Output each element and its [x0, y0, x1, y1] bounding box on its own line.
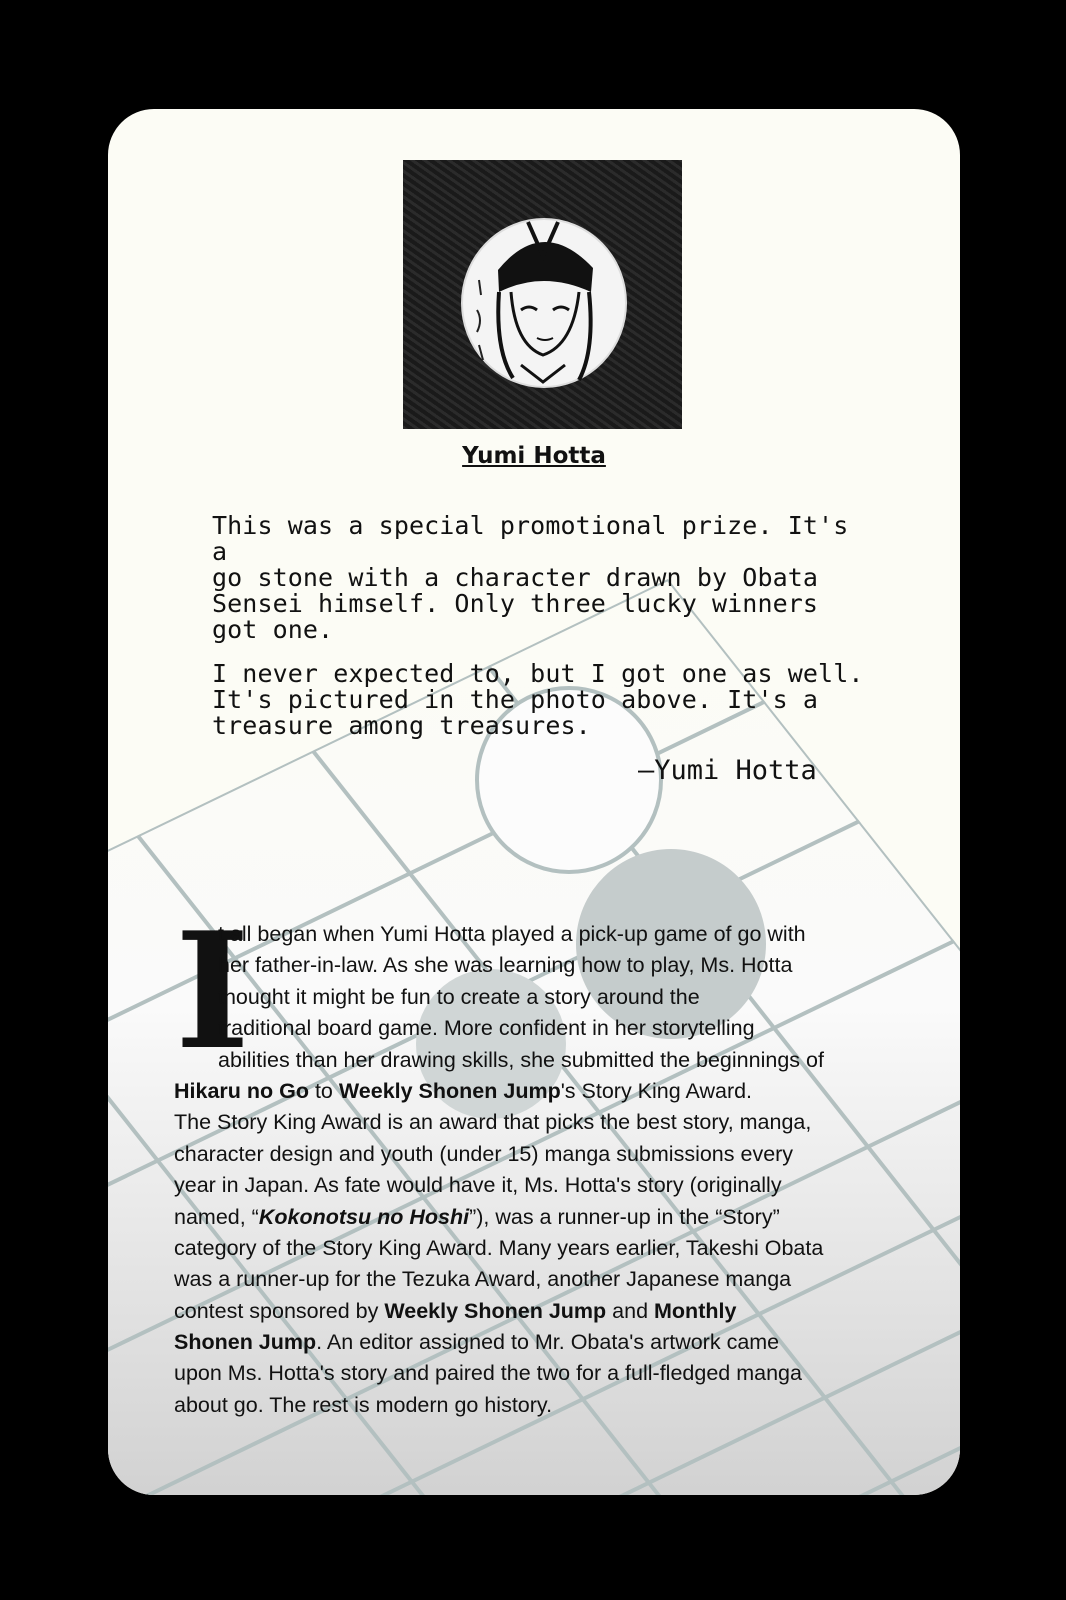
article-line: year in Japan. As fate would have it, Ms. Hotta's story (originally [174, 1173, 782, 1198]
article-line: category of the Story King Award. Many years earlier, Takeshi Obata [174, 1235, 824, 1260]
quote-paragraph-2 [212, 661, 872, 739]
article-body [174, 897, 886, 1421]
info-card [108, 109, 960, 1495]
photo-caption: Yumi Hotta [462, 443, 606, 469]
quote-line: Sensei himself. Only three lucky winners [212, 589, 819, 618]
quote-line: This was a special promotional prize. It's a [212, 511, 849, 566]
text-run: . An editor assigned to Mr. Obata's artwork came [316, 1330, 780, 1355]
author-quote [212, 513, 872, 757]
article-line: character design and youth (under 15) manga submissions every [174, 1141, 794, 1166]
article-line [174, 1327, 886, 1358]
article-line: upon Ms. Hotta's story and paired the two for a full-fledged manga [174, 1361, 802, 1386]
article-line [174, 1202, 886, 1233]
article-line [174, 1296, 886, 1327]
title-hikaru-no-go: Hikaru no Go [174, 1078, 309, 1103]
quote-paragraph-1 [212, 513, 872, 643]
quote-line: It's pictured in the photo above. It's a [212, 685, 819, 714]
article-line: t all began when Yumi Hotta played a pick-up game of go with [218, 922, 806, 946]
article-line: traditional board game. More confident in her storytelling [218, 1016, 755, 1041]
title-weekly-shonen-jump: Weekly Shonen Jump [384, 1298, 607, 1323]
article-line: The Story King Award is an award that picks the best story, manga, [174, 1110, 812, 1135]
title-weekly-shonen-jump: Weekly Shonen Jump [338, 1078, 561, 1103]
text-run: contest sponsored by [174, 1298, 385, 1323]
quote-line: I never expected to, but I got one as well. [212, 659, 864, 688]
quote-signature: —Yumi Hotta [638, 755, 817, 786]
text-run: named, “ [174, 1204, 259, 1229]
article-line: abilities than her drawing skills, she submitted the beginnings of [218, 1047, 824, 1072]
text-run: ”), was a runner-up in the “Story” [469, 1204, 780, 1229]
text-run: and [606, 1298, 655, 1323]
go-stone-photo [403, 160, 682, 429]
article-line [174, 1076, 886, 1107]
title-kokonotsu-no-hoshi: Kokonotsu no Hoshi [258, 1204, 470, 1229]
text-run: 's Story King Award. [560, 1078, 753, 1103]
article-line: her father-in-law. As she was learning how to play, Ms. Hotta [218, 953, 793, 978]
quote-line: treasure among treasures. [212, 711, 591, 740]
article-line: thought it might be fun to create a story around the [218, 984, 700, 1009]
quote-line: got one. [212, 615, 334, 644]
go-stone-with-drawn-character-icon [403, 160, 682, 429]
text-run: to [308, 1078, 339, 1103]
title-monthly: Monthly [654, 1298, 737, 1323]
article-line: was a runner-up for the Tezuka Award, another Japanese manga [174, 1267, 792, 1292]
quote-line: go stone with a character drawn by Obata [212, 563, 819, 592]
drop-cap: I [175, 897, 250, 1085]
article-line: about go. The rest is modern go history. [174, 1392, 553, 1417]
title-shonen-jump: Shonen Jump [174, 1330, 317, 1355]
